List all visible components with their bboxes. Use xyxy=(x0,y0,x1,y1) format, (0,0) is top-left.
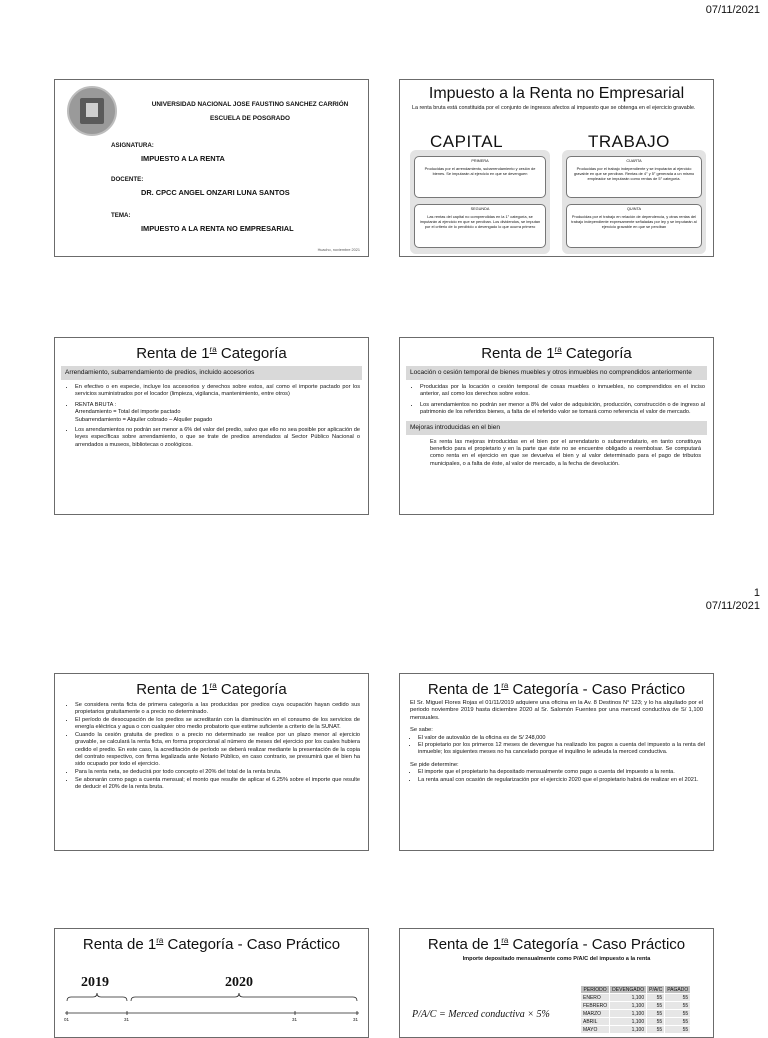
category-box-primera: PRIMERA Producidas por el arrendamiento, subarrendamiento y cesión de bienes. Se imputarán al ejercicio en que se devenguen xyxy=(414,156,546,198)
table-row: ENERO 1,100 55 55 xyxy=(581,994,691,1002)
slide-impuesto-renta xyxy=(399,79,714,257)
section-bar: Arrendamiento, subarrendamiento de predios, incluido accesorios xyxy=(61,366,362,380)
university-header xyxy=(125,98,369,126)
category-box-quinta: QUINTA Producidas por el trabajo en relación de dependencia, y otras rentas del trabajo independiente expresamente señaladas por ley y se imputarán al ejercicio gravable en que se perciban xyxy=(566,204,702,248)
slide-title: Renta de $1^{ra}$ Categoría - Caso Práctico xyxy=(82,936,341,953)
slide-cover xyxy=(54,79,369,257)
table-row: ABRIL 1,100 55 55 xyxy=(581,1018,691,1026)
year-2020: 2020 xyxy=(225,975,253,990)
list-item: • Los arrendamientos no podrán ser menor a 6% del valor del predio, salvo que ello no sea posible por aplicación de leyes específicas sobre arrendamiento, o que se trate de predios arrendados al Sector Público Nacional o arrendados a museos, bibliotecas o zoológicos. xyxy=(75,427,360,449)
mejoras-text: Es renta las mejoras introducidas en el bien por el arrendatario o subarrendatario, en tanto constituya beneficio para el propietario y en la parte que éste no se encuentre obligado a reembolsar. Se computará como renta en el ejercicio en que se devuelva el bien y al valor determinado para el pago de tributos municipales, o a falta de éste, al valor de mercado, a la fecha de devolución. xyxy=(430,438,701,467)
table-header: DEVENGADO xyxy=(610,986,647,994)
subject-value: IMPUESTO A LA RENTA xyxy=(141,154,225,163)
table-caption: Importe depositado mensualmente como P/A/C del impuesto a la renta xyxy=(462,956,651,962)
slide-title: Renta de $1^{ra}$ Categoría - Caso Práctico xyxy=(427,936,686,953)
pide-list xyxy=(418,769,705,784)
sabe-label: Se sabe: xyxy=(410,727,433,734)
cover-footer: Huacho, noviembre 2021 xyxy=(317,248,360,252)
slide-title: Renta de $1^{ra}$ Categoría xyxy=(136,345,287,362)
table-header: PERIODO xyxy=(581,986,610,994)
bullet-list xyxy=(420,384,705,417)
tick-label: 31 xyxy=(292,1017,298,1022)
slide-title: Renta de $1^{ra}$ Categoría - Caso Práctico xyxy=(427,681,686,698)
bullet-list xyxy=(75,702,360,791)
table-row: FEBRERO 1,100 55 55 xyxy=(581,1002,691,1010)
section-bar: Locación o cesión temporal de bienes muebles y otros inmuebles no comprendidos anteriormente xyxy=(406,366,707,380)
list-item: • Los arrendamientos no podrán ser menor a 8% del valor de adquisición, producción, construcción o de ingreso al patrimonio de los referidos bienes, a falta de el referido valor se tomará como referencia el valor de mercado. xyxy=(420,402,705,417)
teacher-label: DOCENTE: xyxy=(111,176,144,183)
case-intro: El Sr. Miguel Flores Rojas el 01/11/2019 adquiere una oficina en la Av. 8 Destinos N° 123; y lo ha alquilado por el periodo noviembre 2019 hasta diciembre 2020 al Sr. Salomón Fuentes por una merced conductiva de S/ 1,100 mensuales. xyxy=(410,700,703,721)
list-item: • Se abonarán como pago a cuenta mensual; el monto que resulte de aplicar el 6.25% sobre el importe que resulte de deducir el 20% de la renta bruta. xyxy=(75,777,360,791)
tick-label: 31 xyxy=(124,1017,130,1022)
subject-label: ASIGNATURA: xyxy=(111,142,154,149)
slide-title: Renta de $1^{ra}$ Categoría xyxy=(481,345,632,362)
table-row: MARZO 1,100 55 55 xyxy=(581,1010,691,1018)
slide-renta-primera-2 xyxy=(399,337,714,515)
category-box-cuarta: CUARTA Producidas por el trabajo independiente y se imputarán al ejercicio gravable en que se perciban. Rentas de 4° y 5° generada a un mismo empleador se imputarán como rentas de 5° categoría. xyxy=(566,156,702,198)
slide-caso-practico-2 xyxy=(54,928,369,1038)
slide-caso-practico-1 xyxy=(399,673,714,851)
list-item: • Cuando la cesión gratuita de predios o a precio no determinado se realice por un plazo menor al ejercicio gravable, se calculará la renta ficta, en forma proporcional al número de meses del ejercicio por los cuales hubiera cedido el predio. En este caso, la acreditación de período se deberá realizar mediante la presentación de la copia del contrato respectivo, con firma legalizada ante Notario Público, en caso contrario, se presumirá que el bien ha sido ocupado por todo el ejercicio. xyxy=(75,732,360,767)
slide-renta-primera-1 xyxy=(54,337,369,515)
page-date: 07/11/2021 xyxy=(705,4,760,16)
trabajo-heading: TRABAJO xyxy=(588,132,670,151)
list-item: • El importe que el propietario ha depositado mensualmente como pago a cuenta del impuesto a la renta. xyxy=(418,769,705,776)
pac-table xyxy=(580,985,691,1034)
list-item: • La renta anual con ocasión de regularización por el ejercicio 2020 que el propietario habrá de realizar en el 2021. xyxy=(418,777,705,784)
university-name: UNIVERSIDAD NACIONAL JOSE FAUSTINO SANCHEZ CARRIÓN xyxy=(151,101,349,108)
list-item: • Para la renta neta, se deducirá por todo concepto el 20% del total de la renta bruta. xyxy=(75,769,360,776)
timeline-diagram xyxy=(55,929,368,1038)
slide-intro: La renta bruta está constituida por el conjunto de ingresos afectos al impuesto que se obtenga en el ejercicio gravable. xyxy=(412,105,696,111)
table-header: PAGADO xyxy=(665,986,691,994)
list-item: • En efectivo o en especie, incluye los accesorios y derechos sobre estos, así como el importe pactado por los servicios suministrados por el locador (limpieza, vigilancia, mantenimiento, entre otros) xyxy=(75,384,360,399)
table-header: P/A/C xyxy=(647,986,665,994)
capital-heading: CAPITAL xyxy=(430,132,504,151)
page-date: 07/11/2021 xyxy=(705,600,760,612)
pac-formula: P/A/C = Merced conductiva × 5% xyxy=(412,1009,550,1020)
slide-title: Impuesto a la Renta no Empresarial xyxy=(428,85,685,102)
pide-label: Se pide determine: xyxy=(410,761,459,768)
table-row: MAYO 1,100 55 55 xyxy=(581,1026,691,1034)
slide-caso-practico-3 xyxy=(399,928,714,1038)
university-logo xyxy=(67,86,117,136)
list-item: • El período de desocupación de los predios se acreditarán con la disminución en el consumo de los servicios de energía eléctrica y agua o con cualquier otro medio probatorio que estime suficiente a criterio de la SUNAT. xyxy=(75,717,360,731)
page-number: 1 xyxy=(753,587,760,599)
slide-title: Renta de $1^{ra}$ Categoría xyxy=(136,681,287,698)
tick-label: 01 xyxy=(64,1017,70,1022)
list-item: • El valor de autovalúo de la oficina es de S/ 248,000 xyxy=(418,735,705,742)
bullet-list xyxy=(75,384,360,449)
list-item: • RENTA BRUTA : Arrendamiento = Total del importe pactado Subarrendamiento = Alquiler cobrado – Alquiler pagado xyxy=(75,402,360,424)
year-2019: 2019 xyxy=(81,975,109,990)
topic-value: IMPUESTO A LA RENTA NO EMPRESARIAL xyxy=(141,224,294,233)
category-box-segunda: SEGUNDA Las rentas del capital no comprendidas en la 1° categoría, se imputarán al ejercicio en que se perciban. Los dividendos, se imputan por el criterio de lo percibido o devengado lo que ocurra primero xyxy=(414,204,546,248)
sabe-list xyxy=(418,735,705,757)
list-item: • Se considera renta ficta de primera categoría a las producidas por predios cuya ocupación hayan cedido sus propietarios gratuitamente o a precio no determinado. xyxy=(75,702,360,716)
school-name: ESCUELA DE POSGRADO xyxy=(209,115,290,122)
tick-label: 31 xyxy=(353,1017,359,1022)
section-bar: Mejoras introducidas en el bien xyxy=(406,421,707,435)
slide-renta-primera-3 xyxy=(54,673,369,851)
list-item: • Producidas por la locación o cesión temporal de cosas muebles o inmuebles, no comprendidos en el inciso anterior, así como los derechos sobre estos. xyxy=(420,384,705,399)
topic-label: TEMA: xyxy=(111,212,131,219)
teacher-value: DR. CPCC ANGEL ONZARI LUNA SANTOS xyxy=(141,188,290,197)
list-item: • El propietario por los primeros 12 meses de devengue ha realizado los pagos a cuenta del impuesto a la renta del inmueble; los siguientes meses no ha cancelado porque el inquilino le adeuda la merced conductiva. xyxy=(418,742,705,757)
